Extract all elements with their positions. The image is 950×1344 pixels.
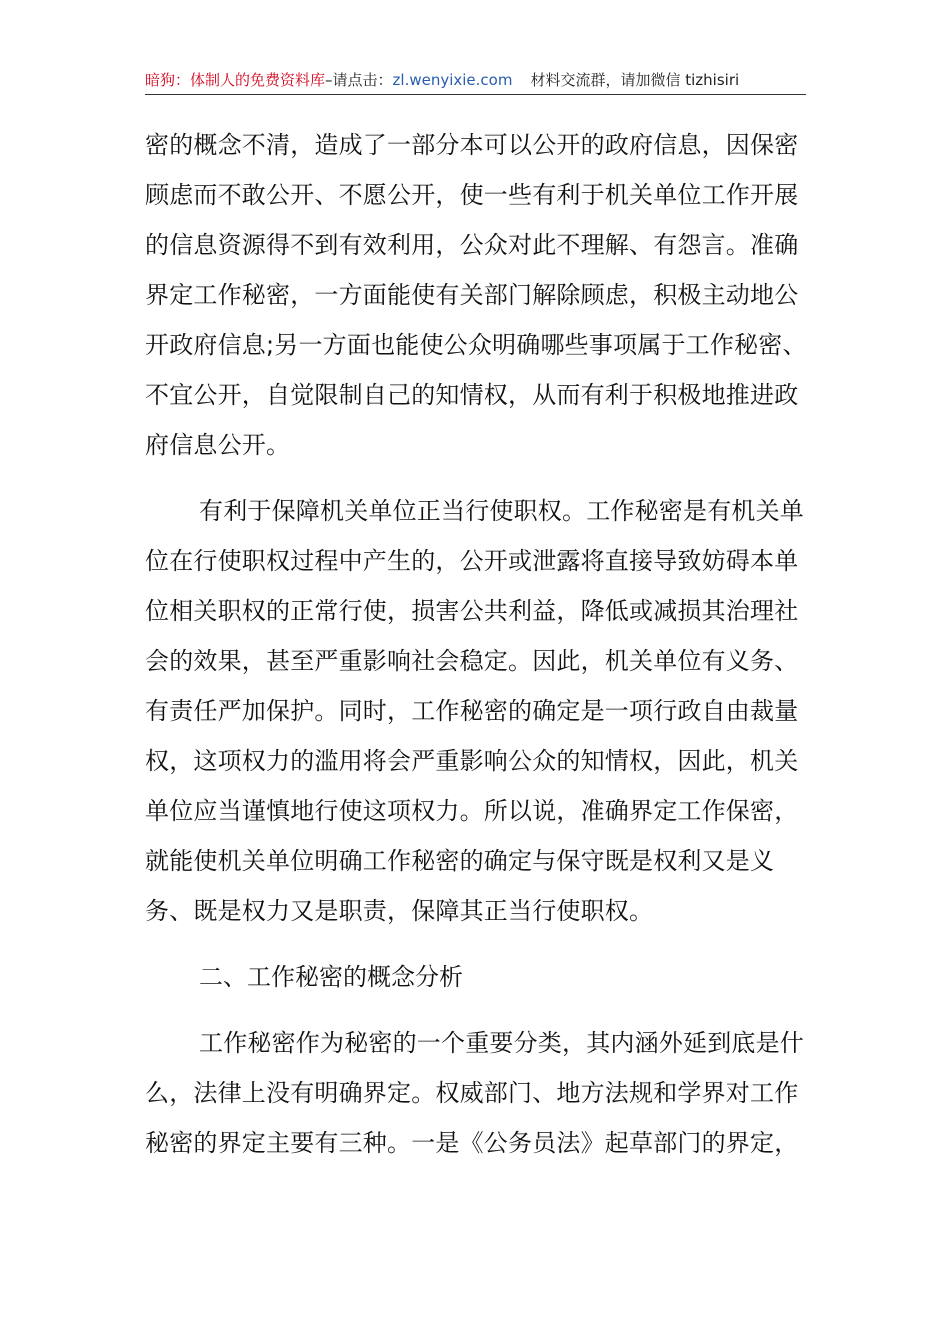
header-brand-text: 暗狗：体制人的免费资料库 <box>145 71 326 89</box>
paragraph-1: 密的概念不清，造成了一部分本可以公开的政府信息，因保密顾虑而不敢公开、不愿公开，使一些有利于机关单位工作开展的信息资源得不到有效利用，公众对此不理解、有怨言。准确界定工作秘密，一方面能使有关部门解除顾虑，积极主动地公开政府信息;另一方面也能使公众明确哪些事项属于工作秘密、不宜公开，自觉限制自己的知情权，从而有利于积极地推进政府信息公开。 <box>145 131 807 459</box>
paragraph-2: 有利于保障机关单位正当行使职权。工作秘密是有机关单位在行使职权过程中产生的，公开或泄露将直接导致妨碍本单位相关职权的正常行使，损害公共利益，降低或减损其治理社会的效果，甚至严重影响社会稳定。因此，机关单位有义务、有责任严加保护。同时，工作秘密的确定是一项行政自由裁量权，这项权力的滥用将会严重影响公众的知情权，因此，机关单位应当谨慎地行使这项权力。所以说，准确界定工作保密，就能使机关单位明确工作秘密的确定与保守既是权利又是义务、既是权力又是职责，保障其正当行使职权。 <box>145 497 804 925</box>
paragraph-3: 工作秘密作为秘密的一个重要分类，其内涵外延到底是什么，法律上没有明确界定。权威部门、地方法规和学界对工作秘密的界定主要有三种。一是《公务员法》起草部门的界定， <box>145 1029 804 1157</box>
header-prompt-text: –请点击： <box>325 71 393 89</box>
header-site-link[interactable]: zl.wenyixie.com <box>392 71 513 89</box>
document-body <box>145 120 810 1168</box>
section-heading: 二、工作秘密的概念分析 <box>199 963 463 991</box>
page-header <box>145 68 806 95</box>
header-wechat-text: 材料交流群，请加微信 tizhisiri <box>530 71 740 89</box>
